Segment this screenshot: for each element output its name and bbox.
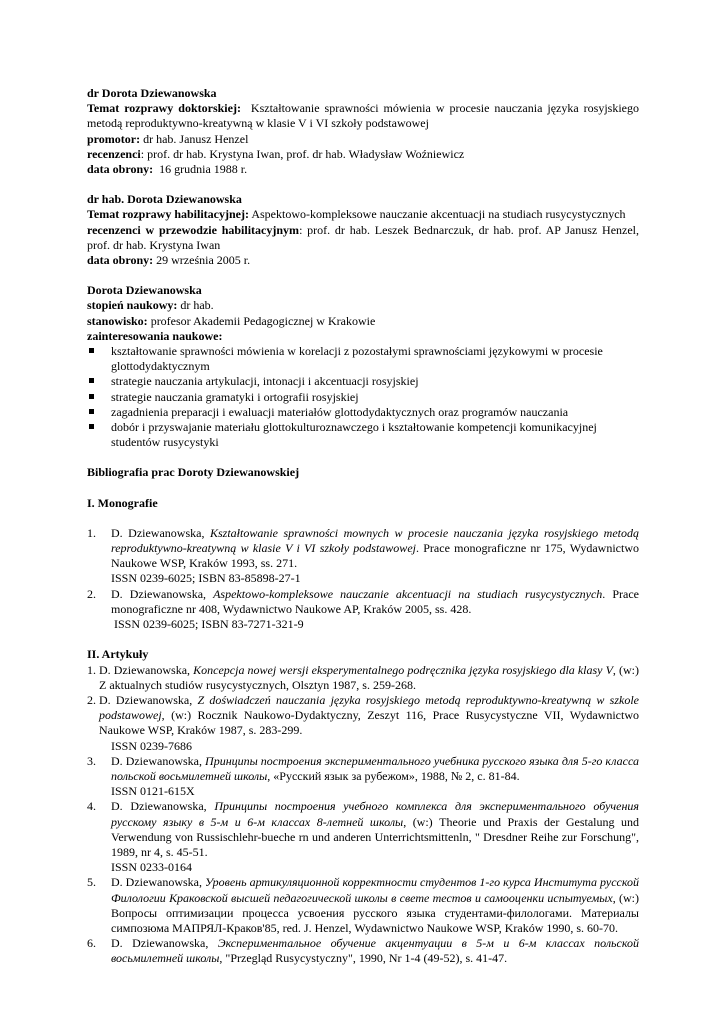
article-entry: 3. D. Dziewanowska, Принципы построения экспериментального учебника русского языка для 5-го класса польской восьмилетней школы, «Русский язык за рубежом», 1988, № 2, с. 81-84. ISSN 0121-615X — [87, 753, 639, 799]
profile2-thesis: Temat rozprawy habilitacyjnej: Aspektowo-kompleksowe nauczanie akcentuacji na studiach rusycystycznych — [87, 207, 626, 222]
article-entry: 6. D. Dziewanowska, Экспериментальное обучение акцентуации в 5-м и 6-м классах польской восьмилетней школы, "Przegląd Rusycystyczny", 1990, Nr 1-4 (49-52), s. 41-47. — [87, 936, 639, 966]
thesis-label: Temat rozprawy doktorskiej: — [87, 101, 241, 116]
article-entry: 1. D. Dziewanowska, Koncepcja nowej wersji eksperymentalnego podręcznika języka rosyjskiego dla klasy V, (w:) Z aktualnych studiów rusycystycznych, Olsztyn 1987, s. 259-268. — [87, 662, 639, 692]
monograph-entry: 2. D. Dziewanowska, Aspektowo-kompleksowe nauczanie akcentuacji na studiach rusycystycznych. Prace monograficzne nr 408, Wydawnictwo Naukowe AP, Kraków 2005, ss. 428. ISSN 0239-6025; ISBN 83-7271-321-9 — [87, 586, 639, 632]
interest-item: kształtowanie sprawności mówienia w korelacji z pozostałymi sprawnościami językowymi w procesie glottodydaktycznym — [87, 344, 639, 374]
profile3-interests-label: zainteresowania naukowe: — [87, 328, 223, 343]
profile1-reviewers: recenzenci: prof. dr hab. Krystyna Iwan, prof. dr hab. Władysław Woźniewicz — [87, 146, 465, 161]
profile3-degree: stopień naukowy: dr hab. — [87, 298, 214, 313]
profile2-name: dr hab. Dorota Dziewanowska — [87, 192, 242, 207]
profile2-reviewers: recenzenci w przewodzie habilitacyjnym: prof. dr hab. Leszek Bednarczuk, dr hab. prof. AP Janusz Henzel, prof. dr hab. Krystyna Iwan — [87, 222, 640, 252]
profile1-name: dr Dorota Dziewanowska — [87, 86, 217, 100]
thesis-text: Kształtowanie sprawności mówienia w procesie nauczania języka rosyjskiego metodą reproduktywno-kreatywną w klasie V i VI szkoły podstawowej — [87, 101, 639, 131]
profile3-position: stanowisko: profesor Akademii Pedagogicznej w Krakowie — [87, 313, 376, 328]
article-entry: 5. D. Dziewanowska, Уровень артикуляционной корректности студентов 1-го курса Института русской Филологии Краковской высшей педагогической школы в свете тестов и самооценки испытуемых, (w:) Вопросы оптимизации процесса усвоения русского языка студентами-филологами. Материалы симпозюма МАПРЯЛ-Краков'85, red. J. Henzel, Wydawnictwo Naukowe WSP, Kraków 1990, s. 60-70. — [87, 875, 640, 935]
interest-item: dobór i przyswajanie materiału glottokulturoznawczego i kształtowanie kompetencji komunikacyjnej studentów rusycystyki — [87, 420, 639, 450]
profile1-thesis — [87, 101, 639, 131]
issn: ISSN 0121-615X — [111, 784, 195, 799]
issn: ISSN 0233-0164 — [111, 860, 193, 875]
monograph-entry: 1. D. Dziewanowska, Kształtowanie sprawności mownych w procesie nauczania języka rosyjskiego metodą reproduktywno-kreatywną w klasie V i VI szkoły podstawowej. Prace monograficzne nr 175, Wydawnictwo Naukowe WSP, Kraków 1993, ss. 271. ISSN 0239-6025; ISBN 83-85898-27-1 — [87, 525, 639, 586]
issn: ISSN 0239-6025; ISBN 83-7271-321-9 — [114, 617, 304, 632]
bibliography-title: Bibliografia prac Doroty Dziewanowskiej — [87, 465, 300, 480]
issn: ISSN 0239-7686 — [111, 738, 193, 753]
profile1-promotor: promotor: dr hab. Janusz Henzel — [87, 131, 249, 146]
interest-item: zagadnienia preparacji i ewaluacji materiałów glottodydaktycznych oraz programów nauczania — [87, 405, 639, 420]
article-entry: 2. D. Dziewanowska, Z doświadczeń nauczania języka rosyjskiego metodą reproduktywno-kreatywną w szkole podstawowej, (w:) Rocznik Naukowo-Dydaktyczny, Zeszyt 116, Prace Rusycystyczne VII, Wydawnictwo Naukowe WSP, Kraków 1987, s. 283-299. ISSN 0239-7686 — [87, 692, 639, 753]
article-entry: 4. D. Dziewanowska, Принципы построения учебного комплекса для экспериментального обучения русскому языку в 5-м и 6-м классах 8-летней школы, (w:) Theorie und Praxis der Gestalung und Verwendung von Russischlehr-bueche rn und anderen Unterrichtsmittenln, " Dresdner Reihe zur Forschung", 1989, nr 4, s. 45-51. ISSN 0233-0164 — [87, 799, 639, 875]
profile1-defense: data obrony: 16 grudnia 1988 r. — [87, 162, 248, 177]
issn: ISSN 0239-6025; ISBN 83-85898-27-1 — [111, 571, 301, 586]
profile3-name: Dorota Dziewanowska — [87, 283, 202, 298]
document-page — [87, 86, 639, 967]
profile2-defense: data obrony: 29 września 2005 r. — [87, 253, 251, 268]
interest-item: strategie nauczania gramatyki i ortografii rosyjskiej — [87, 390, 639, 405]
interests-list — [87, 344, 639, 450]
section-monographs-title: I. Monografie — [87, 495, 158, 510]
section-articles-title: II. Artykuły — [87, 647, 149, 662]
interest-item: strategie nauczania artykulacji, intonacji i akcentuacji rosyjskiej — [87, 374, 639, 389]
